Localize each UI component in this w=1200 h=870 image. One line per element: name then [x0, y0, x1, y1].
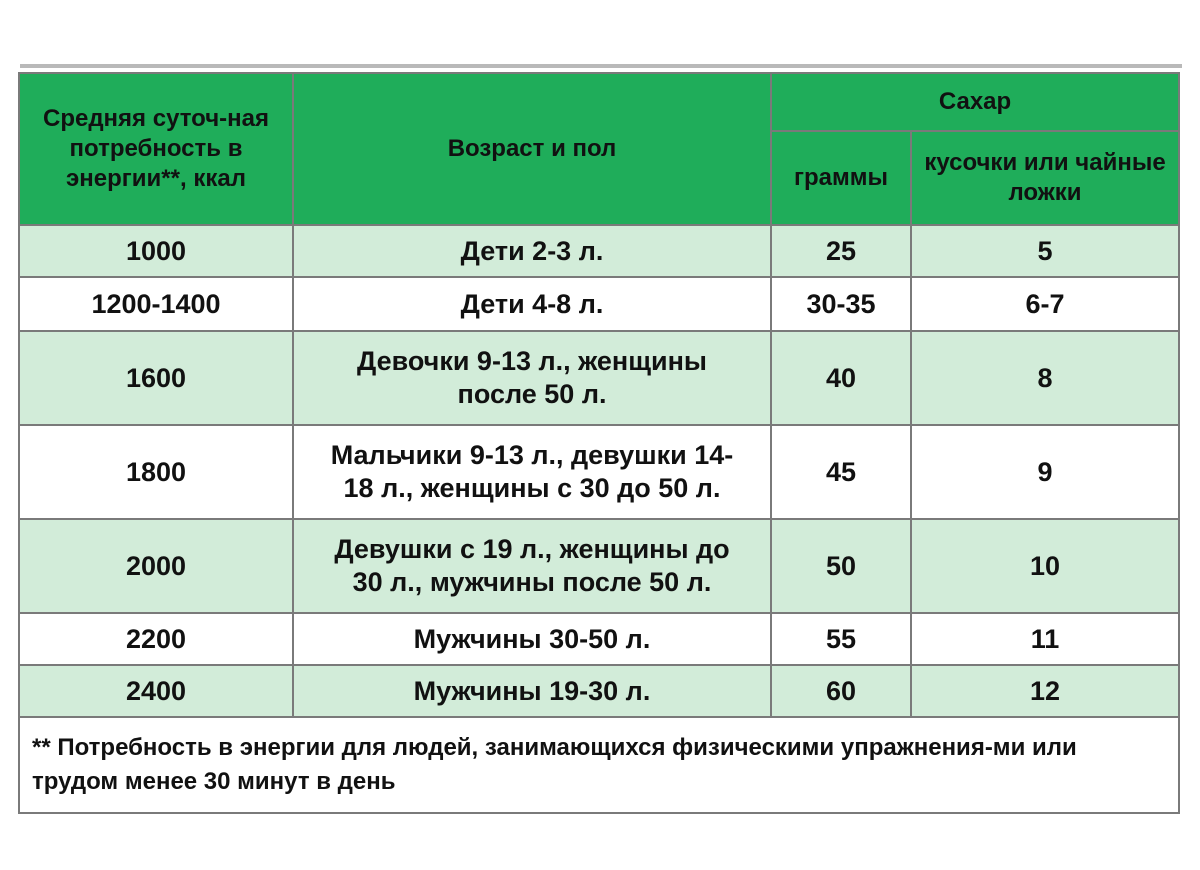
table-row: [19, 665, 1179, 717]
table-row: [19, 331, 1179, 425]
table-row: [19, 225, 1179, 277]
cell-age: Девушки с 19 л., женщины до 30 л., мужчины после 50 л.: [293, 519, 771, 613]
cell-energy: 2400: [19, 665, 293, 717]
cell-pieces: 11: [911, 613, 1179, 665]
cell-age: Дети 2-3 л.: [293, 225, 771, 277]
cell-pieces: 9: [911, 425, 1179, 519]
cell-pieces: 5: [911, 225, 1179, 277]
table-row: [19, 613, 1179, 665]
header-pieces: кусочки или чайные ложки: [911, 131, 1179, 225]
cell-pieces: 6-7: [911, 277, 1179, 331]
header-sugar: Сахар: [771, 73, 1179, 131]
cell-grams: 55: [771, 613, 911, 665]
table-row: [19, 519, 1179, 613]
cell-pieces: 10: [911, 519, 1179, 613]
header-energy: Средняя суточ-ная потребность в энергии**, ккал: [19, 73, 293, 225]
cell-energy: 2000: [19, 519, 293, 613]
cell-energy: 1800: [19, 425, 293, 519]
cell-grams: 30-35: [771, 277, 911, 331]
cell-age: Мужчины 19-30 л.: [293, 665, 771, 717]
top-divider: [20, 64, 1182, 68]
cell-pieces: 8: [911, 331, 1179, 425]
sugar-intake-table: [18, 72, 1180, 814]
cell-grams: 50: [771, 519, 911, 613]
cell-grams: 25: [771, 225, 911, 277]
cell-energy: 1000: [19, 225, 293, 277]
cell-grams: 40: [771, 331, 911, 425]
cell-energy: 2200: [19, 613, 293, 665]
cell-grams: 60: [771, 665, 911, 717]
table-row: [19, 277, 1179, 331]
cell-grams: 45: [771, 425, 911, 519]
cell-age: Мужчины 30-50 л.: [293, 613, 771, 665]
cell-energy: 1600: [19, 331, 293, 425]
header-age-sex: Возраст и пол: [293, 73, 771, 225]
cell-age: Девочки 9-13 л., женщины после 50 л.: [293, 331, 771, 425]
cell-pieces: 12: [911, 665, 1179, 717]
cell-energy: 1200-1400: [19, 277, 293, 331]
table-row: [19, 425, 1179, 519]
cell-age: Дети 4-8 л.: [293, 277, 771, 331]
header-grams: граммы: [771, 131, 911, 225]
footnote: ** Потребность в энергии для людей, занимающихся физическими упражнения-ми или трудом менее 30 минут в день: [19, 717, 1179, 813]
cell-age: Мальчики 9-13 л., девушки 14-18 л., женщины с 30 до 50 л.: [293, 425, 771, 519]
